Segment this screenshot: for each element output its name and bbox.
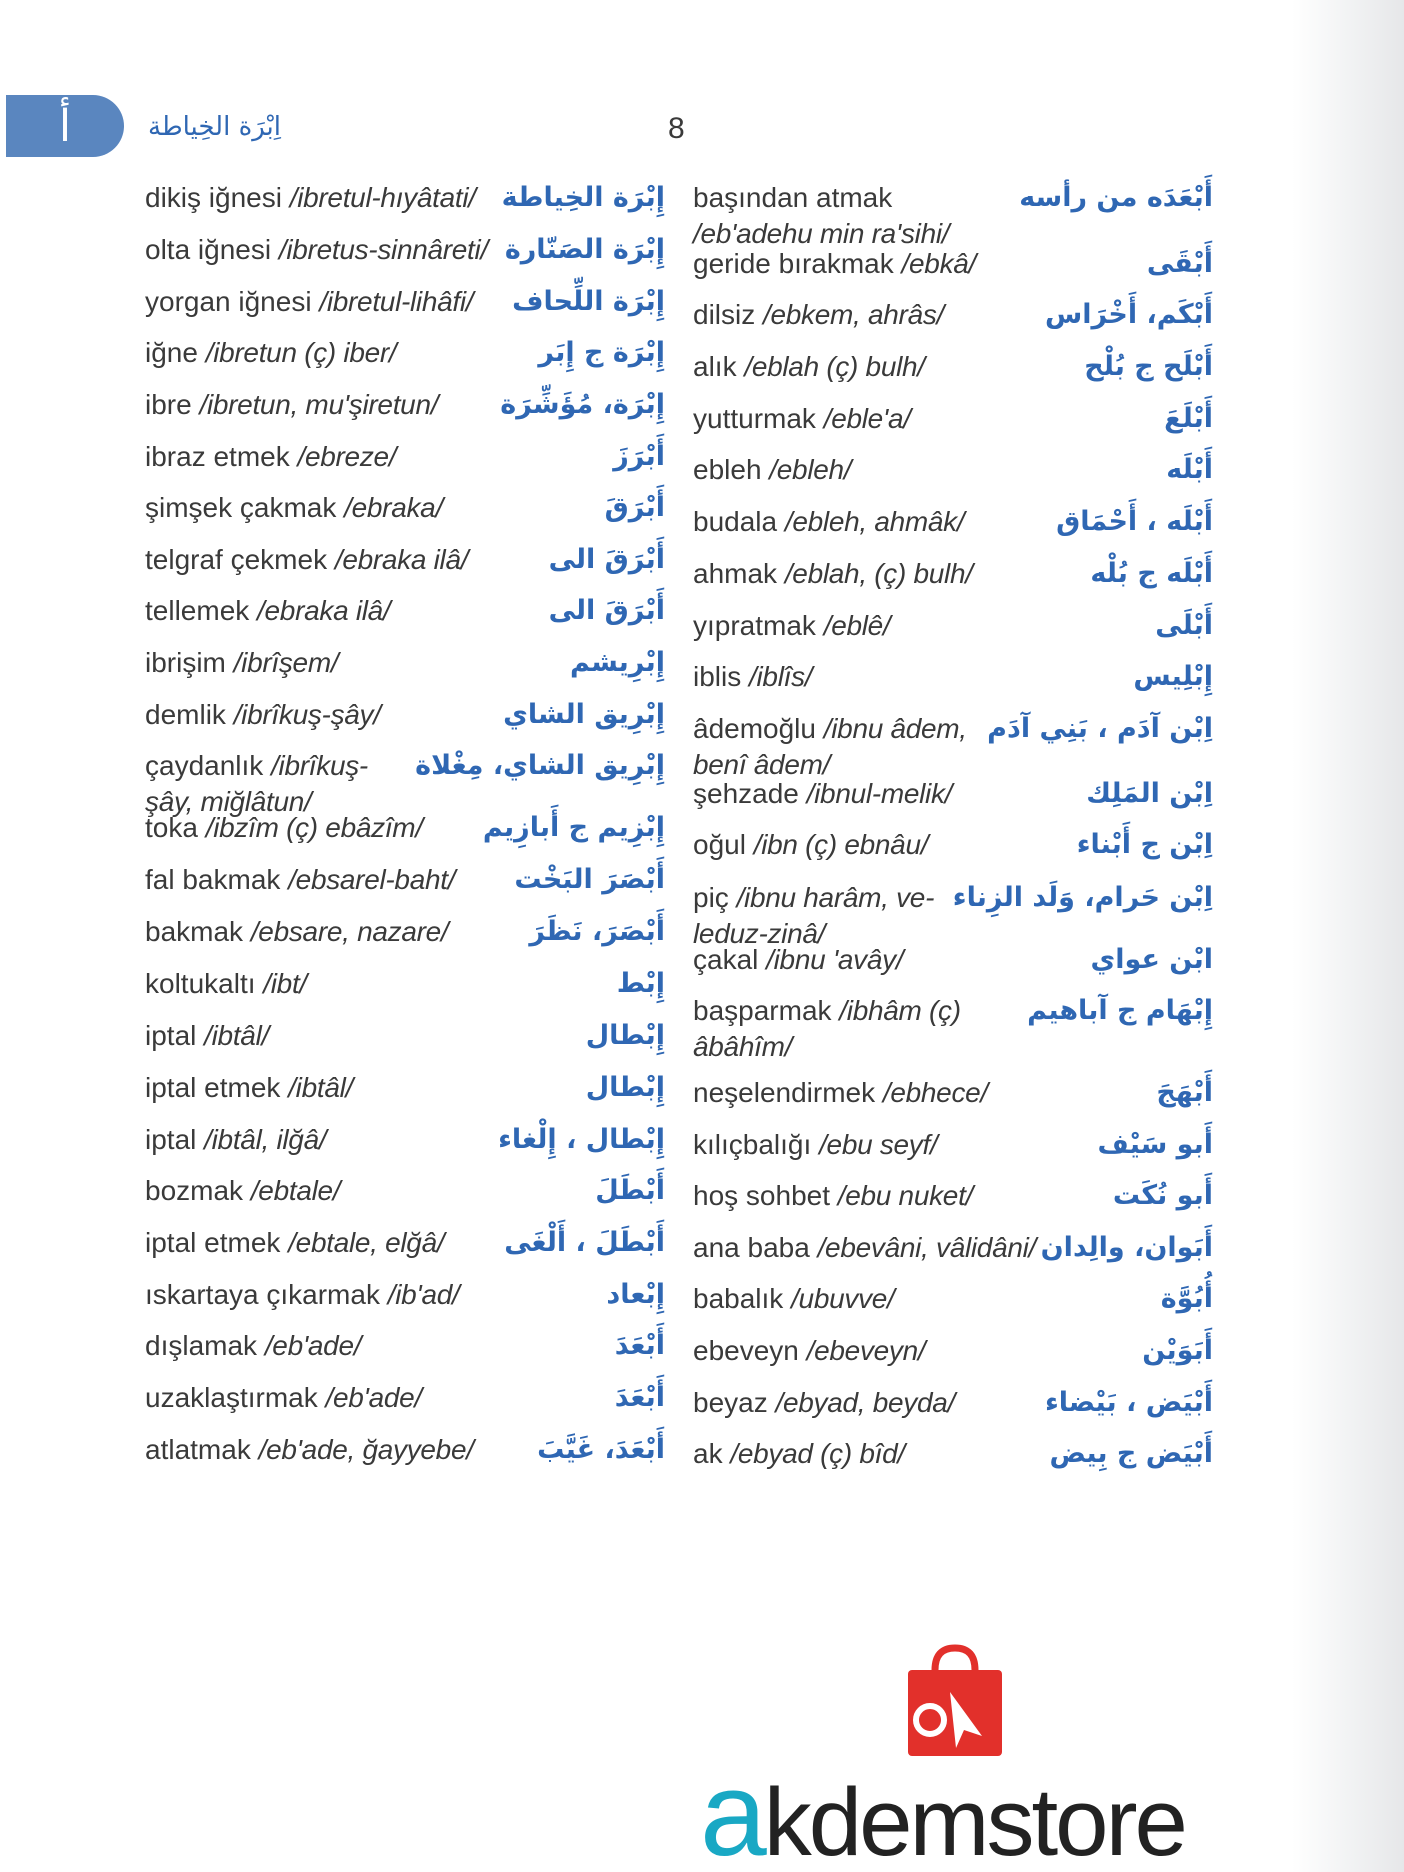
turkish-headword	[145, 180, 476, 216]
pronunciation: /ebevâni, vâlidâni/	[817, 1232, 1037, 1263]
pronunciation: /ebeveyn/	[806, 1335, 926, 1366]
turkish-headword	[693, 504, 964, 540]
turkish-headword	[145, 1328, 361, 1364]
shopping-bag-icon	[900, 1640, 1010, 1760]
turkish-headword	[145, 542, 468, 578]
pronunciation: /ibtâl/	[288, 1072, 354, 1103]
arabic-headword: إِبْعاد	[606, 1279, 665, 1310]
turkish-word: şehzade	[693, 778, 799, 809]
turkish-word: toka	[145, 812, 198, 843]
pronunciation: /ibretun (ç) iber/	[205, 337, 397, 368]
dictionary-entry	[693, 1230, 1213, 1266]
dictionary-entry	[145, 387, 665, 423]
arabic-headword: إِبْرَة الصَنّارة	[504, 234, 665, 265]
pronunciation: /eble'a/	[823, 403, 911, 434]
turkish-word: bozmak	[145, 1175, 244, 1206]
dictionary-entry	[693, 401, 1213, 437]
pronunciation: /iblîs/	[749, 661, 813, 692]
dictionary-entry	[693, 1075, 1213, 1111]
pronunciation: /ibt/	[263, 968, 307, 999]
turkish-word: oğul	[693, 829, 746, 860]
turkish-word: şimşek çakmak	[145, 492, 337, 523]
turkish-headword	[693, 246, 976, 282]
pronunciation: /ebtale/	[250, 1175, 341, 1206]
turkish-headword	[145, 966, 307, 1002]
pronunciation: /ebyad (ç) bîd/	[730, 1438, 905, 1469]
turkish-headword	[145, 697, 381, 733]
turkish-word: çakal	[693, 944, 759, 975]
arabic-headword: أَبْصَرَ البَخْت	[514, 864, 665, 895]
turkish-word: neşelendirmek	[693, 1077, 876, 1108]
arabic-headword: أَبْعَدَ	[614, 1382, 665, 1413]
dictionary-entry	[693, 452, 1213, 488]
turkish-word: dilsiz	[693, 299, 756, 330]
arabic-headword: أَبْعَدَه من رأسه	[1019, 182, 1213, 213]
pronunciation: /ibretun, mu'şiretun/	[199, 389, 439, 420]
arabic-headword: أَبْرَقَ الى	[548, 544, 665, 575]
turkish-headword	[693, 297, 944, 333]
pronunciation: /ebleh/	[769, 454, 852, 485]
arabic-headword: أَبْلَى	[1155, 610, 1213, 641]
turkish-word: geride bırakmak	[693, 248, 894, 279]
arabic-headword: أَبْصَرَ، نَظَرَ	[529, 916, 665, 947]
pronunciation: /ebraka ilâ/	[257, 595, 391, 626]
turkish-word: uzaklaştırmak	[145, 1382, 318, 1413]
pronunciation: /ibretul-lihâfi/	[319, 286, 474, 317]
turkish-headword	[145, 1225, 444, 1261]
pronunciation: /ibrîşem/	[233, 647, 339, 678]
turkish-headword	[693, 993, 1027, 1065]
turkish-word: piç	[693, 882, 729, 913]
dictionary-entry	[145, 966, 665, 1002]
turkish-word: ibre	[145, 389, 192, 420]
turkish-word: beyaz	[693, 1387, 768, 1418]
turkish-headword	[693, 1281, 895, 1317]
pronunciation: /ubuvve/	[791, 1283, 895, 1314]
arabic-headword: إِبْزِيم ج أَبازِيم	[482, 812, 665, 843]
turkish-headword	[145, 1122, 326, 1158]
arabic-headword: أَبْيَض ج بِيض	[1049, 1438, 1213, 1469]
turkish-word: babalık	[693, 1283, 784, 1314]
arabic-headword: أَبَوَيْن	[1142, 1335, 1213, 1366]
turkish-word: ibrişim	[145, 647, 226, 678]
arabic-headword: اِبْن حَرام، وَلَد الزِناء	[952, 882, 1213, 913]
pronunciation: /ib'ad/	[387, 1279, 460, 1310]
turkish-word: yutturmak	[693, 403, 816, 434]
turkish-headword	[145, 490, 443, 526]
turkish-word: hoş sohbet	[693, 1180, 830, 1211]
dictionary-entry	[145, 1432, 665, 1468]
pronunciation: /ibrîkuş-şây, miğlâtun/	[145, 750, 368, 817]
dictionary-entry	[145, 810, 665, 846]
store-logo-text	[700, 1745, 1185, 1872]
turkish-word: dışlamak	[145, 1330, 258, 1361]
turkish-word: başparmak	[693, 995, 832, 1026]
turkish-headword	[145, 1277, 459, 1313]
turkish-word: ak	[693, 1438, 723, 1469]
pronunciation: /ebraka ilâ/	[334, 544, 469, 575]
arabic-headword: أَبْطَلَ	[595, 1175, 665, 1206]
arabic-headword: أَبْرَقَ	[604, 492, 665, 523]
dictionary-entry	[145, 542, 665, 578]
dictionary-entry	[693, 993, 1213, 1065]
dictionary-entry	[693, 711, 1213, 783]
arabic-headword: أَبْعَدَ، غَيَّبَ	[537, 1434, 665, 1465]
turkish-word: yorgan iğnesi	[145, 286, 312, 317]
turkish-headword	[693, 608, 890, 644]
turkish-word: olta iğnesi	[145, 234, 272, 265]
arabic-headword: أَبْعَدَ	[614, 1330, 665, 1361]
turkish-headword	[145, 387, 438, 423]
dictionary-entry	[693, 556, 1213, 592]
arabic-headword: أُبُوَّة	[1160, 1283, 1213, 1314]
arabic-headword: أَبْلَه	[1166, 454, 1213, 485]
arabic-headword: أَبَوان، والِدان	[1040, 1232, 1213, 1263]
turkish-word: ibraz etmek	[145, 441, 290, 472]
turkish-headword	[145, 810, 423, 846]
turkish-word: koltukaltı	[145, 968, 256, 999]
turkish-headword	[145, 1432, 474, 1468]
dictionary-entry	[693, 659, 1213, 695]
turkish-word: dikiş iğnesi	[145, 182, 282, 213]
dictionary-entry	[693, 608, 1213, 644]
dictionary-entry	[145, 284, 665, 320]
turkish-word: demlik	[145, 699, 226, 730]
arabic-headword: أَبْلَعَ	[1164, 403, 1213, 434]
arabic-headword: اِبْن آدَم ، بَنِي آدَم	[987, 713, 1213, 744]
pronunciation: /ibnu harâm, ve-leduz-zinâ/	[693, 882, 935, 949]
arabic-headword: أَبْرَقَ الى	[548, 595, 665, 626]
turkish-word: bakmak	[145, 916, 244, 947]
turkish-word: fal bakmak	[145, 864, 281, 895]
pronunciation: /ibretus-sinnâreti/	[278, 234, 488, 265]
pronunciation: /ebu nuket/	[837, 1180, 974, 1211]
turkish-headword	[145, 914, 448, 950]
dictionary-entry	[693, 1281, 1213, 1317]
dictionary-entry	[693, 942, 1213, 978]
turkish-headword	[145, 284, 473, 320]
dictionary-entry	[145, 180, 665, 216]
logo-letter: a	[700, 1747, 764, 1872]
running-head: اِبْرَة الخِياطة	[148, 112, 282, 142]
turkish-word: âdemoğlu	[693, 713, 816, 744]
dictionary-entry	[693, 349, 1213, 385]
dictionary-entry	[145, 1173, 665, 1209]
dictionary-entry	[145, 490, 665, 526]
dictionary-entry	[145, 645, 665, 681]
turkish-headword	[693, 1127, 937, 1163]
arabic-headword: إِبْهَام ج آباهيم	[1027, 995, 1213, 1026]
dictionary-entry	[145, 593, 665, 629]
turkish-headword	[693, 1436, 905, 1472]
turkish-word: atlatmak	[145, 1434, 251, 1465]
pronunciation: /ebsare, nazare/	[250, 916, 449, 947]
turkish-headword	[693, 452, 851, 488]
dictionary-entry	[145, 232, 665, 268]
turkish-word: iptal etmek	[145, 1072, 281, 1103]
store-watermark	[700, 1640, 1220, 1872]
dictionary-entry	[693, 827, 1213, 863]
turkish-word: tellemek	[145, 595, 250, 626]
turkish-headword	[145, 1070, 353, 1106]
pronunciation: /ibnu âdem, benî âdem/	[693, 713, 967, 780]
turkish-headword	[145, 232, 488, 268]
dictionary-entry	[693, 297, 1213, 333]
dictionary-entry	[145, 1070, 665, 1106]
turkish-headword	[693, 1385, 955, 1421]
turkish-headword	[145, 1173, 340, 1209]
dictionary-entry	[145, 914, 665, 950]
dictionary-entry	[693, 504, 1213, 540]
arabic-headword: إِبْط	[616, 968, 665, 999]
pronunciation: /ibretul-hıyâtati/	[289, 182, 476, 213]
pronunciation: /ebyad, beyda/	[775, 1387, 955, 1418]
turkish-word: iblis	[693, 661, 742, 692]
turkish-headword	[693, 659, 812, 695]
turkish-headword	[693, 349, 925, 385]
dictionary-entry	[145, 335, 665, 371]
turkish-headword	[145, 335, 396, 371]
turkish-word: budala	[693, 506, 778, 537]
arabic-headword: أَبو سَيْف	[1097, 1129, 1213, 1160]
logo-rest: kdemstore	[763, 1769, 1185, 1872]
arabic-headword: إِبْرَة الخِياطة	[501, 182, 665, 213]
turkish-word: iptal etmek	[145, 1227, 281, 1258]
turkish-word: ebeveyn	[693, 1335, 799, 1366]
pronunciation: /ebkem, ahrâs/	[763, 299, 945, 330]
pronunciation: /eb'ade, ğayyebe/	[258, 1434, 474, 1465]
pronunciation: /ibnul-melik/	[806, 778, 953, 809]
pronunciation: /ebkâ/	[901, 248, 977, 279]
dictionary-entry	[693, 1127, 1213, 1163]
turkish-word: ıskartaya çıkarmak	[145, 1279, 380, 1310]
pronunciation: /ebreze/	[297, 441, 397, 472]
turkish-headword	[693, 711, 987, 783]
turkish-headword	[693, 776, 952, 812]
pronunciation: /eb'adehu min ra'sihi/	[693, 218, 950, 249]
section-letter: أ	[58, 100, 72, 152]
arabic-headword: أَبْلَه ج بُلْه	[1090, 558, 1213, 589]
arabic-headword: إِبْرِيق الشاي، مِغْلاة	[415, 750, 665, 781]
dictionary-entry	[145, 439, 665, 475]
dictionary-entry	[693, 776, 1213, 812]
arabic-headword: أَبْلَه ، أَحْمَاق	[1056, 506, 1213, 537]
turkish-headword	[693, 1230, 1036, 1266]
dictionary-entry	[145, 697, 665, 733]
turkish-word: ebleh	[693, 454, 762, 485]
dictionary-entry	[145, 862, 665, 898]
dictionary-entry	[145, 1277, 665, 1313]
pronunciation: /ebhece/	[882, 1077, 988, 1108]
pronunciation: /ebleh, ahmâk/	[784, 506, 965, 537]
dictionary-entry	[145, 1225, 665, 1261]
pronunciation: /ebsarel-baht/	[288, 864, 456, 895]
arabic-headword: أَبْرَزَ	[613, 441, 665, 472]
pronunciation: /ibnu 'avây/	[766, 944, 904, 975]
pronunciation: /ibn (ç) ebnâu/	[753, 829, 929, 860]
turkish-word: iptal	[145, 1020, 197, 1051]
pronunciation: /eblê/	[823, 610, 891, 641]
pronunciation: /eblah (ç) bulh/	[744, 351, 925, 382]
arabic-headword: أَبْلَح ج بُلْح	[1084, 351, 1213, 382]
pronunciation: /ebu seyf/	[819, 1129, 938, 1160]
turkish-word: telgraf çekmek	[145, 544, 328, 575]
arabic-headword: أَبْطَلَ ، أَلْغَى	[504, 1227, 665, 1258]
pronunciation: /eblah, (ç) bulh/	[784, 558, 973, 589]
dictionary-entry	[693, 1385, 1213, 1421]
arabic-headword: إِبْرَة ج إِبَر	[538, 337, 665, 368]
arabic-headword: أَبْقَى	[1146, 248, 1213, 279]
arabic-headword: إِبْرِيق الشاي	[503, 699, 665, 730]
turkish-word: kılıçbalığı	[693, 1129, 812, 1160]
arabic-headword: أَبْهَجَ	[1156, 1077, 1213, 1108]
turkish-headword	[693, 827, 928, 863]
turkish-headword	[145, 862, 455, 898]
turkish-headword	[145, 1018, 269, 1054]
arabic-headword: إِبْلِيس	[1133, 661, 1213, 692]
turkish-headword	[693, 1178, 973, 1214]
turkish-word: başından atmak	[693, 182, 893, 213]
arabic-headword: اِبْن المَلِك	[1086, 778, 1213, 809]
arabic-headword: اِبْن ج أَبْناء	[1076, 829, 1213, 860]
dictionary-entry	[693, 246, 1213, 282]
arabic-headword: أَبْكَم، أَخْرَاس	[1045, 299, 1213, 330]
turkish-headword	[145, 645, 338, 681]
dictionary-entry	[145, 1328, 665, 1364]
arabic-headword: أَبو نُكَت	[1112, 1180, 1213, 1211]
pronunciation: /ibrîkuş-şây/	[233, 699, 381, 730]
arabic-headword: ابْن عواي	[1090, 944, 1213, 975]
dictionary-entry	[145, 1380, 665, 1416]
arabic-headword: إِبْطال	[585, 1072, 665, 1103]
pronunciation: /ebtale, elğâ/	[288, 1227, 445, 1258]
dictionary-entry	[693, 180, 1213, 252]
dictionary-entry	[145, 1018, 665, 1054]
dictionary-entry	[693, 1333, 1213, 1369]
turkish-word: iğne	[145, 337, 198, 368]
pronunciation: /ibzîm (ç) ebâzîm/	[205, 812, 423, 843]
turkish-word: çaydanlık	[145, 750, 264, 781]
turkish-headword	[693, 180, 1019, 252]
dictionary-entry	[693, 1436, 1213, 1472]
pronunciation: /eb'ade/	[264, 1330, 362, 1361]
arabic-headword: إِبْطال	[585, 1020, 665, 1051]
pronunciation: /ebraka/	[344, 492, 443, 523]
turkish-word: ahmak	[693, 558, 778, 589]
arabic-headword: إِبْرَة اللِّحاف	[512, 286, 665, 317]
section-letter-tab	[6, 95, 124, 157]
dictionary-entry	[693, 1178, 1213, 1214]
pronunciation: /eb'ade/	[325, 1382, 422, 1413]
arabic-headword: إِبْطال ، إِلْغاء	[498, 1124, 665, 1155]
pronunciation: /ibhâm (ç) âbâhîm/	[693, 995, 961, 1062]
arabic-headword: إِبْرِيشم	[570, 647, 665, 678]
turkish-headword	[693, 1333, 925, 1369]
arabic-headword: أَبْيَض ، بَيْضاء	[1044, 1387, 1213, 1418]
pronunciation: /ibtâl/	[204, 1020, 269, 1051]
arabic-headword: إِبْرَة، مُؤَشِّرَة	[500, 389, 665, 420]
turkish-headword	[693, 942, 903, 978]
turkish-word: yıpratmak	[693, 610, 816, 641]
turkish-headword	[693, 401, 911, 437]
turkish-headword	[145, 593, 390, 629]
turkish-headword	[693, 556, 973, 592]
turkish-headword	[145, 1380, 422, 1416]
turkish-word: iptal	[145, 1124, 197, 1155]
turkish-word: alık	[693, 351, 737, 382]
pronunciation: /ibtâl, ilğâ/	[204, 1124, 327, 1155]
dictionary-entry	[145, 1122, 665, 1158]
page-number: 8	[668, 112, 685, 145]
turkish-headword	[693, 1075, 988, 1111]
turkish-headword	[145, 439, 396, 475]
turkish-word: ana baba	[693, 1232, 810, 1263]
